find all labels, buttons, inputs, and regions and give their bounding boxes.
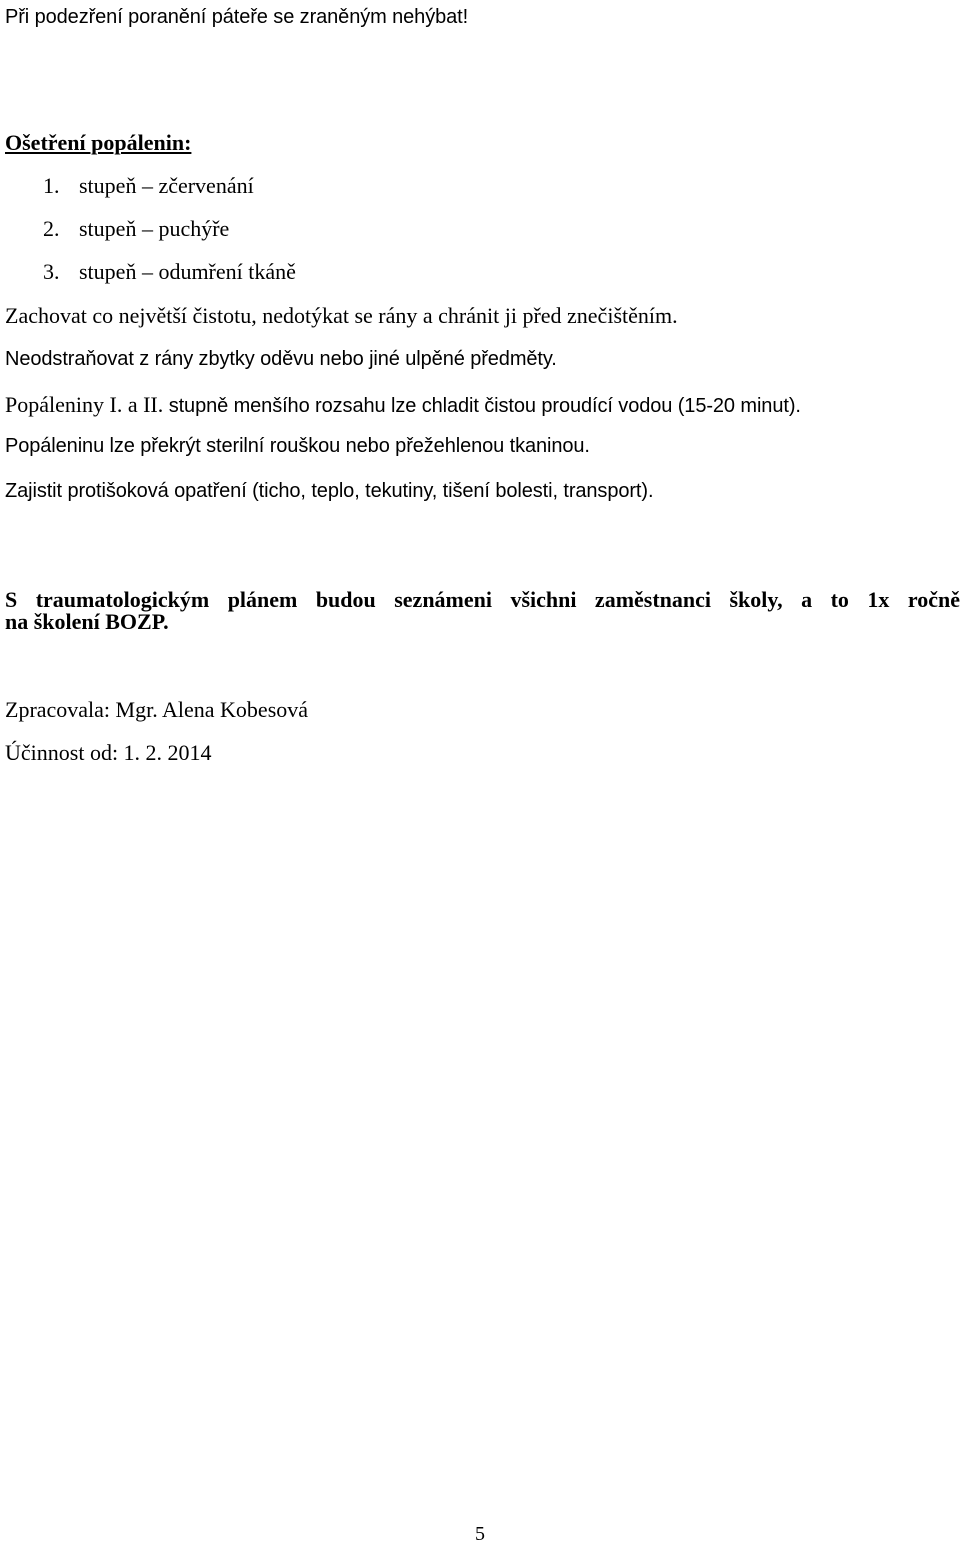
page-number: 5 (475, 1523, 485, 1545)
burn-cooling-instruction (5, 392, 801, 418)
burn-cleanliness-instruction: Zachovat co největší čistotu, nedotýkat se rány a chránit ji před znečištěním. (5, 303, 678, 328)
burn-cooling-prefix: Popáleniny I. a II. (5, 392, 164, 417)
list-item-number: 2. (43, 216, 60, 241)
list-item (43, 173, 254, 199)
list-item-text: stupeň – puchýře (79, 216, 230, 241)
spine-injury-warning: Při podezření poranění páteře se zraněným nehýbat! (5, 6, 469, 28)
list-item-number: 1. (43, 173, 60, 198)
burns-heading: Ošetření popálenin: (5, 130, 192, 155)
effective-date: Účinnost od: 1. 2. 2014 (5, 740, 212, 765)
training-notice-line2: na školení BOZP. (5, 609, 169, 634)
anti-shock-instruction: Zajistit protišoková opatření (ticho, teplo, tekutiny, tišení bolesti, transport). (5, 480, 654, 502)
burn-cooling-rest: stupně menšího rozsahu lze chladit čistou proudící vodou (15-20 minut). (163, 395, 801, 417)
list-item (43, 259, 296, 285)
prepared-by: Zpracovala: Mgr. Alena Kobesová (5, 697, 309, 722)
list-item (43, 216, 229, 242)
burn-remove-clothing-instruction: Neodstraňovat z rány zbytky oděvu nebo jiné ulpěné předměty. (5, 348, 557, 370)
burn-cover-instruction: Popáleninu lze překrýt sterilní rouškou nebo přežehlenou tkaninou. (5, 435, 590, 457)
list-item-text: stupeň – zčervenání (79, 173, 254, 198)
list-item-number: 3. (43, 259, 60, 284)
training-notice-line1: S traumatologickým plánem budou seznámeni všichni zaměstnanci školy, a to 1x ročně (5, 587, 960, 612)
list-item-text: stupeň – odumření tkáně (79, 259, 296, 284)
